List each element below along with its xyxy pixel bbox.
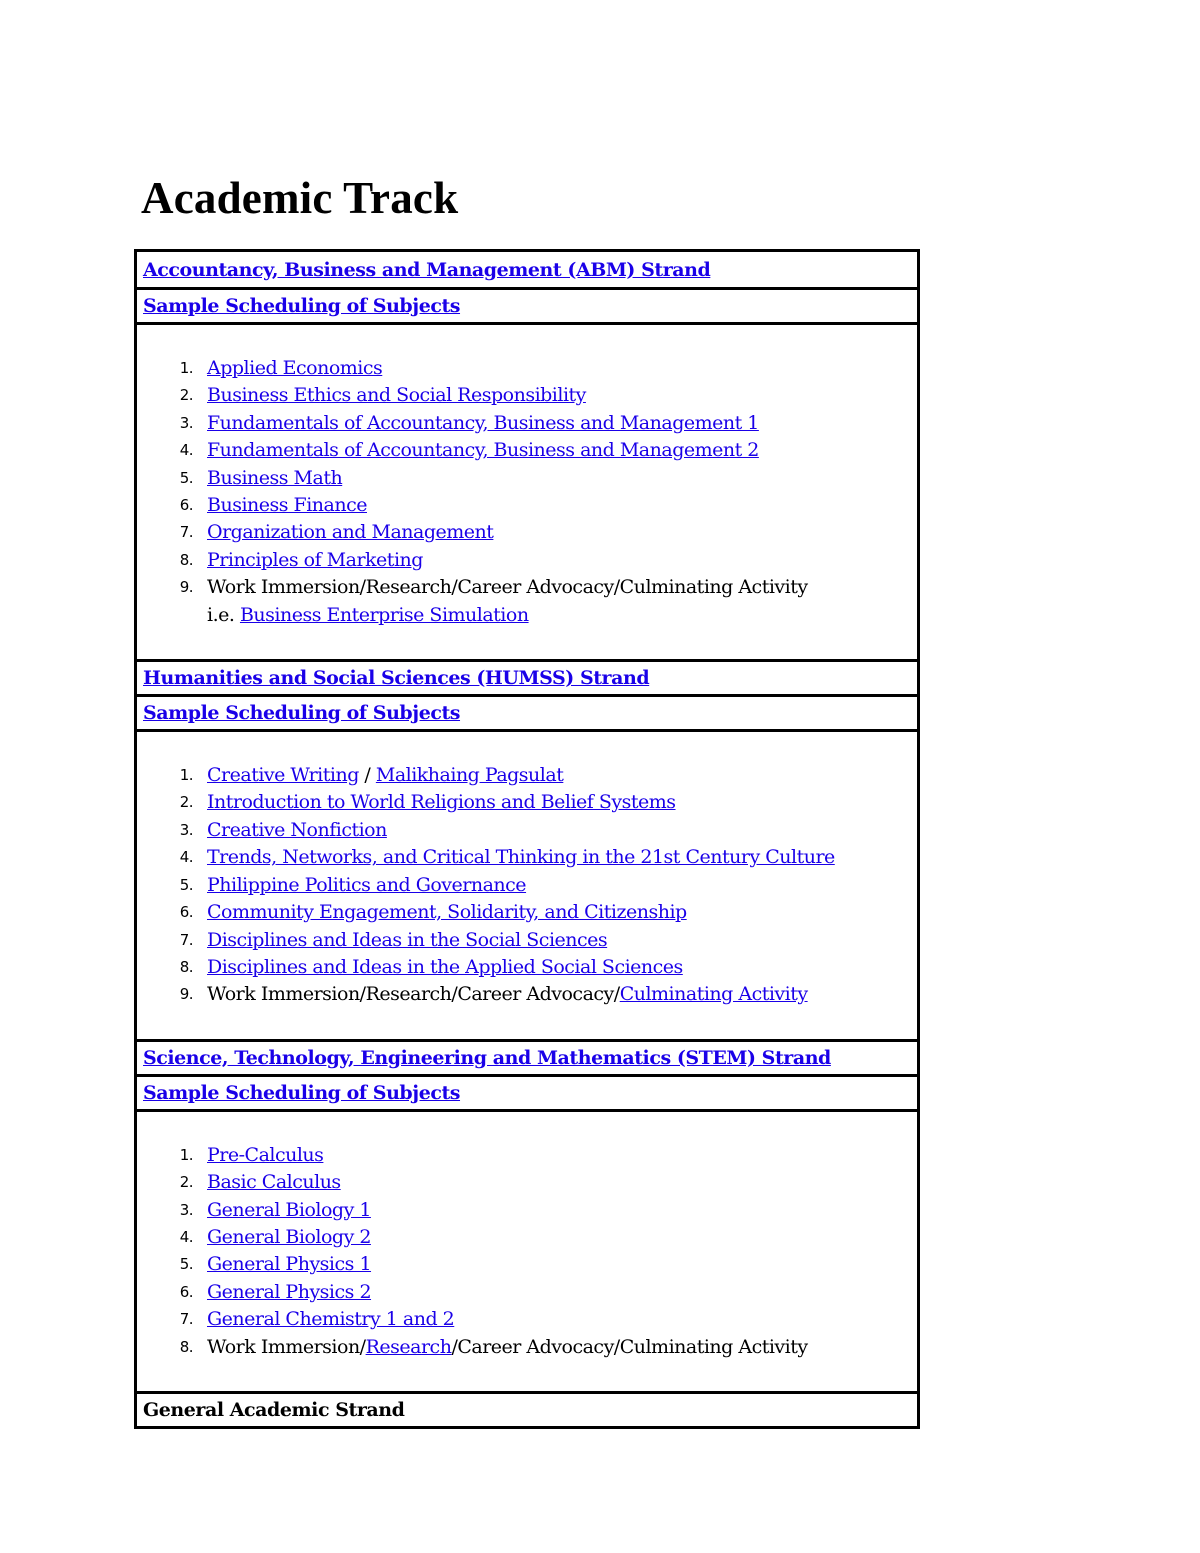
subject-link[interactable]: Fundamentals of Accountancy, Business and Management 2 [207,439,759,462]
list-item [143,355,911,382]
subject-link[interactable]: Philippine Politics and Governance [207,873,527,896]
list-item [143,817,911,844]
list-number: 2. [179,386,193,405]
humss-subjects-cell [137,729,917,1039]
subject-link[interactable]: Disciplines and Ideas in the Social Sciences [207,928,608,951]
list-number: 1. [179,359,193,377]
list-number: 4. [179,1227,193,1246]
subject-link[interactable]: General Biology 1 [207,1198,371,1221]
list-item [143,789,911,816]
list-number: 2. [179,1173,193,1192]
stem-schedule-row [137,1074,917,1109]
list-number: 8. [179,1337,193,1356]
stem-schedule-link[interactable]: Sample Scheduling of Subjects [143,1081,461,1104]
list-item [143,382,911,409]
list-item [143,1197,911,1224]
list-number: 3. [179,820,193,839]
subject-link[interactable]: Introduction to World Religions and Belief Systems [207,791,676,814]
list-number: 6. [179,1282,193,1301]
subject-link[interactable]: Applied Economics [207,357,383,379]
list-item [143,1306,911,1333]
subject-link[interactable]: Trends, Networks, and Critical Thinking in the 21st Century Culture [207,846,835,869]
abm-schedule-row [137,287,917,322]
humss-schedule-link[interactable]: Sample Scheduling of Subjects [143,702,461,725]
abm-schedule-link[interactable]: Sample Scheduling of Subjects [143,295,461,317]
subject-link[interactable]: Business Finance [207,494,367,517]
list-item [143,844,911,871]
list-item [143,1251,911,1278]
list-number: 1. [179,1145,193,1164]
abm-subject-list [143,355,911,629]
work-immersion-text: Work Immersion/ [207,1335,366,1358]
list-number: 8. [179,550,193,569]
list-item [143,465,911,492]
subject-link[interactable]: Culminating Activity [619,983,808,1006]
humss-header-row [137,659,917,694]
work-immersion-text: Work Immersion/Research/Career Advocacy/ [207,983,620,1006]
list-item [143,519,911,546]
subject-link[interactable]: Disciplines and Ideas in the Applied Social Sciences [207,955,683,978]
work-immersion-text: /Career Advocacy/Culminating Activity [451,1335,808,1358]
subject-link[interactable]: Basic Calculus [207,1171,341,1194]
abm-strand-link[interactable]: Accountancy, Business and Management (ABM) Strand [143,258,711,281]
subject-link[interactable]: Organization and Management [207,521,494,544]
example-prefix: i.e. [207,603,240,626]
subject-link[interactable]: Business Enterprise Simulation [239,603,529,626]
stem-strand-link[interactable]: Science, Technology, Engineering and Mathematics (STEM) Strand [143,1046,831,1069]
list-item [143,981,911,1008]
list-item [143,954,911,981]
stem-header-row [137,1039,917,1074]
list-number: 9. [179,578,193,597]
list-number: 3. [179,1200,193,1219]
subject-link[interactable]: Community Engagement, Solidarity, and Citizenship [207,901,687,924]
gas-strand-label: General Academic Strand [143,1398,405,1421]
humss-subject-list [143,762,911,1009]
subject-link[interactable]: General Physics 1 [207,1253,372,1276]
list-number: 9. [179,985,193,1004]
separator: / [358,764,376,787]
subject-link[interactable]: Creative Writing [207,764,359,787]
subject-link[interactable]: General Chemistry 1 and 2 [207,1308,455,1331]
list-number: 7. [179,523,193,542]
page-title: Academic Track [141,173,459,223]
list-item [143,410,911,437]
list-number: 1. [179,766,193,785]
list-number: 3. [179,413,193,432]
humss-schedule-row [137,694,917,729]
list-item [143,1169,911,1196]
list-number: 6. [179,903,193,922]
list-item [143,927,911,954]
subject-link[interactable]: Creative Nonfiction [207,818,387,841]
list-number: 5. [179,468,193,487]
list-number: 6. [179,496,193,515]
subject-link[interactable]: Research [365,1335,452,1358]
list-item [143,574,911,629]
list-number: 5. [179,875,193,894]
academic-track-table [134,249,920,1429]
subject-link[interactable]: Malikhaing Pagsulat [375,764,564,787]
list-item [143,1224,911,1251]
list-item [143,762,911,789]
list-number: 2. [179,793,193,812]
list-item [143,1334,911,1361]
subject-link[interactable]: General Biology 2 [207,1225,371,1248]
list-number: 5. [179,1255,193,1274]
list-number: 7. [179,930,193,949]
abm-header-row [137,252,917,287]
list-number: 8. [179,957,193,976]
humss-strand-link[interactable]: Humanities and Social Sciences (HUMSS) Strand [143,667,650,690]
list-number: 4. [179,441,193,460]
list-item [143,547,911,574]
subject-link[interactable]: General Physics 2 [207,1280,372,1303]
list-item [143,899,911,926]
subject-link[interactable]: Business Ethics and Social Responsibility [207,384,586,407]
list-item [143,1142,911,1169]
abm-subjects-cell [137,322,917,659]
subject-link[interactable]: Pre-Calculus [207,1143,324,1166]
list-item [143,872,911,899]
subject-link[interactable]: Business Math [207,466,343,489]
subject-link[interactable]: Principles of Marketing [207,548,423,571]
subject-link[interactable]: Fundamentals of Accountancy, Business and Management 1 [207,411,759,434]
list-number: 4. [179,848,193,867]
stem-subject-list [143,1142,911,1361]
stem-subjects-cell [137,1109,917,1391]
list-item [143,437,911,464]
list-item [143,492,911,519]
work-immersion-text: Work Immersion/Research/Career Advocacy/Culminating Activity [207,576,808,599]
gas-header-row [137,1391,917,1426]
list-item [143,1279,911,1306]
list-number: 7. [179,1310,193,1329]
